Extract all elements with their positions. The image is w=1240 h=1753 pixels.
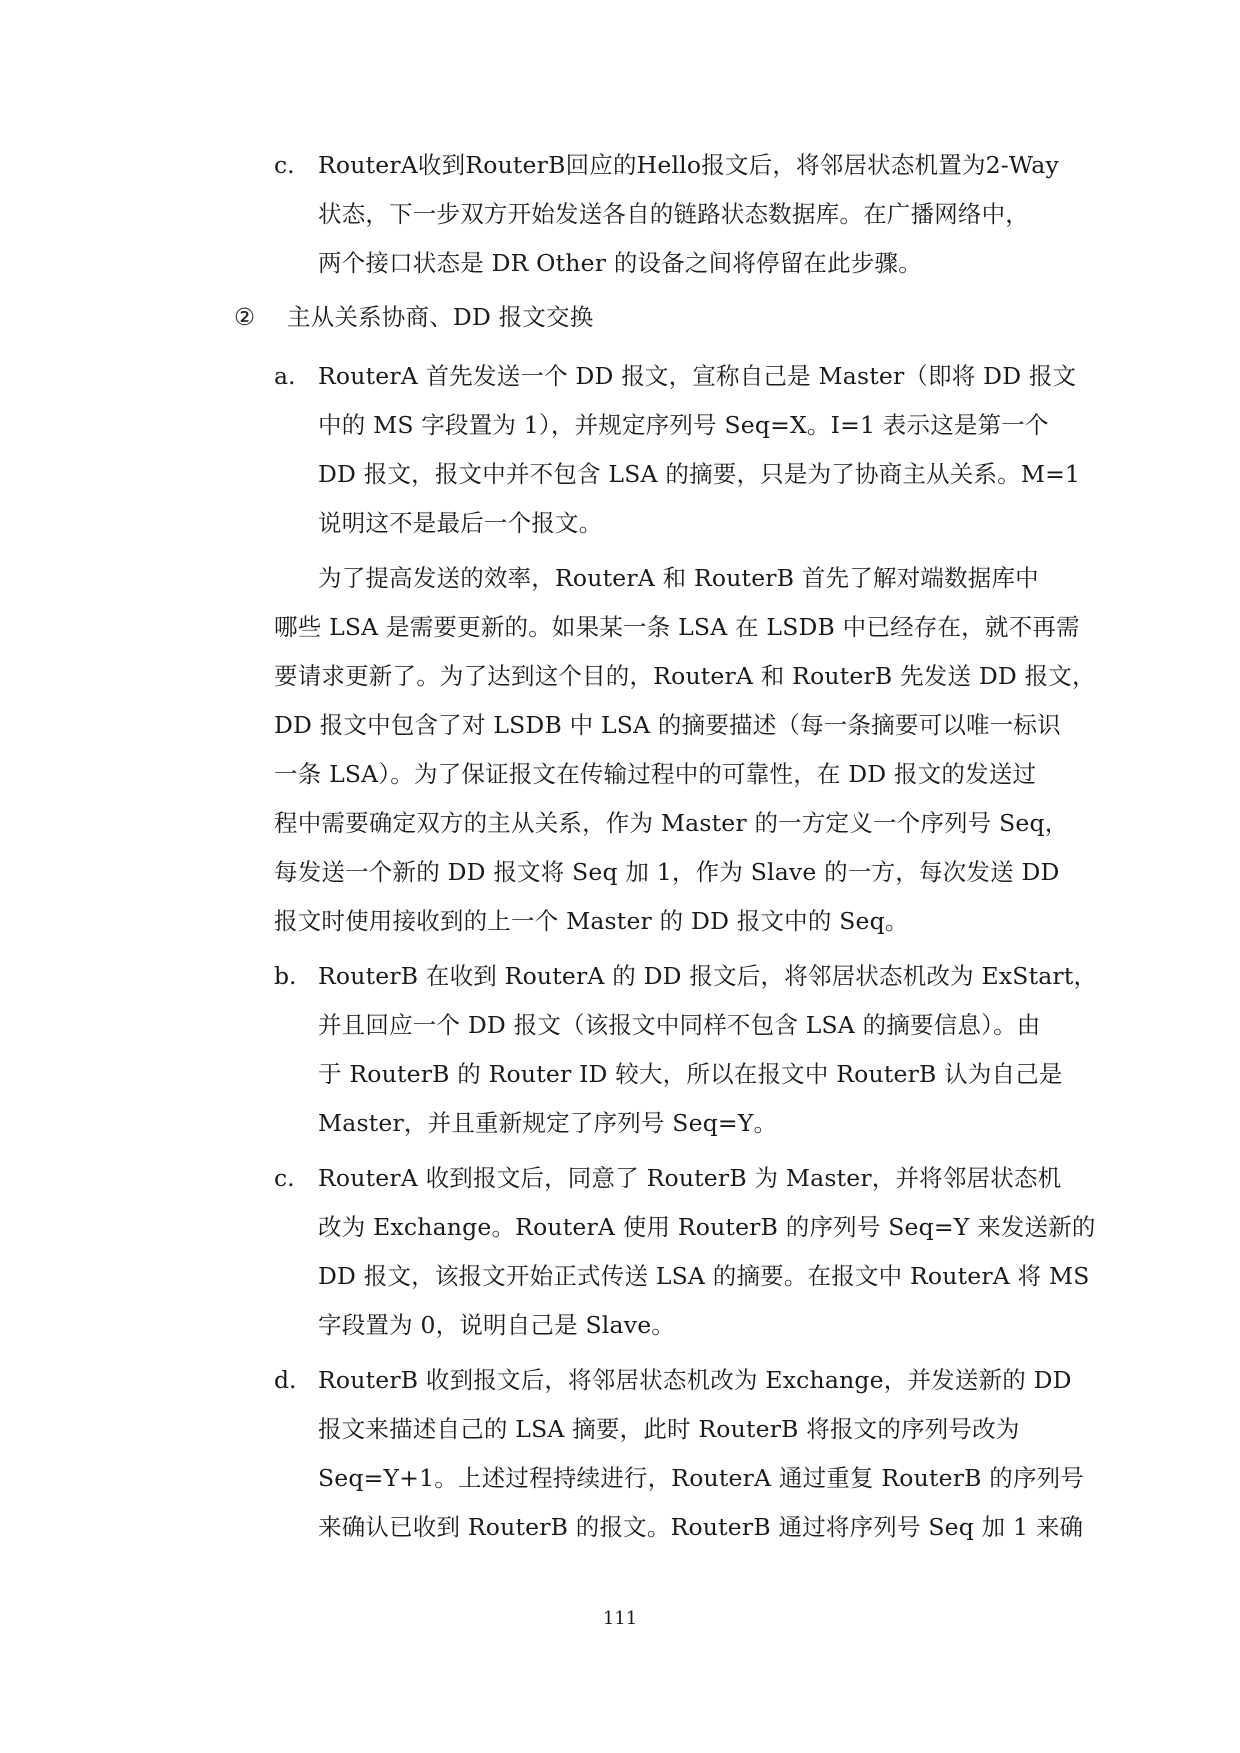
page-number: 111 <box>602 1608 638 1629</box>
text-line: 于 RouterB 的 Router ID 较大，所以在报文中 RouterB 认为自己是 <box>318 1060 1063 1088</box>
text-line: Master，并且重新规定了序列号 Seq=Y。 <box>318 1109 778 1137</box>
paragraph-line: 程中需要确定双方的主从关系，作为 Master 的一方定义一个序列号 Seq， <box>274 809 1069 837</box>
text-line: RouterA 收到报文后，同意了 RouterB 为 Master，并将邻居状态机 <box>318 1164 1062 1192</box>
text-line: Seq=Y+1。上述过程持续进行，RouterA 通过重复 RouterB 的序列号 <box>318 1464 1085 1492</box>
text-line: 中的 MS 字段置为 1），并规定序列号 Seq=X。I=1 表示这是第一个 <box>318 411 1049 439</box>
paragraph-line: 一条 LSA）。为了保证报文在传输过程中的可靠性，在 DD 报文的发送过 <box>274 760 1037 788</box>
text-line: 并且回应一个 DD 报文（该报文中同样不包含 LSA 的摘要信息）。由 <box>318 1011 1041 1039</box>
paragraph-line: DD 报文中包含了对 LSDB 中 LSA 的摘要描述（每一条摘要可以唯一标识 <box>274 711 1061 739</box>
text-line: 两个接口状态是 DR Other 的设备之间将停留在此步骤。 <box>318 249 922 277</box>
text-line: RouterA 首先发送一个 DD 报文，宣称自己是 Master（即将 DD 报文 <box>318 362 1077 390</box>
text-line: 状态，下一步双方开始发送各自的链路状态数据库。在广播网络中， <box>318 200 1029 228</box>
text-line: RouterB 收到报文后，将邻居状态机改为 Exchange，并发送新的 DD <box>318 1366 1072 1394</box>
paragraph-line: 每发送一个新的 DD 报文将 Seq 加 1，作为 Slave 的一方，每次发送 DD <box>274 858 1060 886</box>
text-line: DD 报文，该报文开始正式传送 LSA 的摘要。在报文中 RouterA 将 MS <box>318 1262 1090 1290</box>
list-marker: d. <box>274 1366 297 1394</box>
text-line: 字段置为 0，说明自己是 Slave。 <box>318 1311 675 1339</box>
section-marker: ② <box>234 303 256 331</box>
paragraph-line: 为了提高发送的效率，RouterA 和 RouterB 首先了解对端数据库中 <box>318 564 1039 592</box>
section-heading: 主从关系协商、DD 报文交换 <box>287 303 594 331</box>
text-line: 说明这不是最后一个报文。 <box>318 509 603 537</box>
paragraph-line: 要请求更新了。为了达到这个目的，RouterA 和 RouterB 先发送 DD 报文， <box>274 662 1096 690</box>
text-line: DD 报文，报文中并不包含 LSA 的摘要，只是为了协商主从关系。M=1 <box>318 460 1081 488</box>
list-marker: b. <box>274 962 297 990</box>
list-marker: c. <box>274 1164 295 1192</box>
text-line: RouterA收到RouterB回应的Hello报文后，将邻居状态机置为2-Way <box>318 151 1059 179</box>
list-marker: a. <box>274 362 296 390</box>
paragraph-line: 哪些 LSA 是需要更新的。如果某一条 LSA 在 LSDB 中已经存在，就不再需 <box>274 613 1080 641</box>
paragraph-line: 报文时使用接收到的上一个 Master 的 DD 报文中的 Seq。 <box>274 907 909 935</box>
list-marker: c. <box>274 151 295 179</box>
text-line: RouterB 在收到 RouterA 的 DD 报文后，将邻居状态机改为 ExStart， <box>318 962 1098 990</box>
text-line: 来确认已收到 RouterB 的报文。RouterB 通过将序列号 Seq 加 1 来确 <box>318 1513 1084 1541</box>
text-line: 报文来描述自己的 LSA 摘要，此时 RouterB 将报文的序列号改为 <box>318 1415 1020 1443</box>
text-line: 改为 Exchange。RouterA 使用 RouterB 的序列号 Seq=Y 来发送新的 <box>318 1213 1096 1241</box>
